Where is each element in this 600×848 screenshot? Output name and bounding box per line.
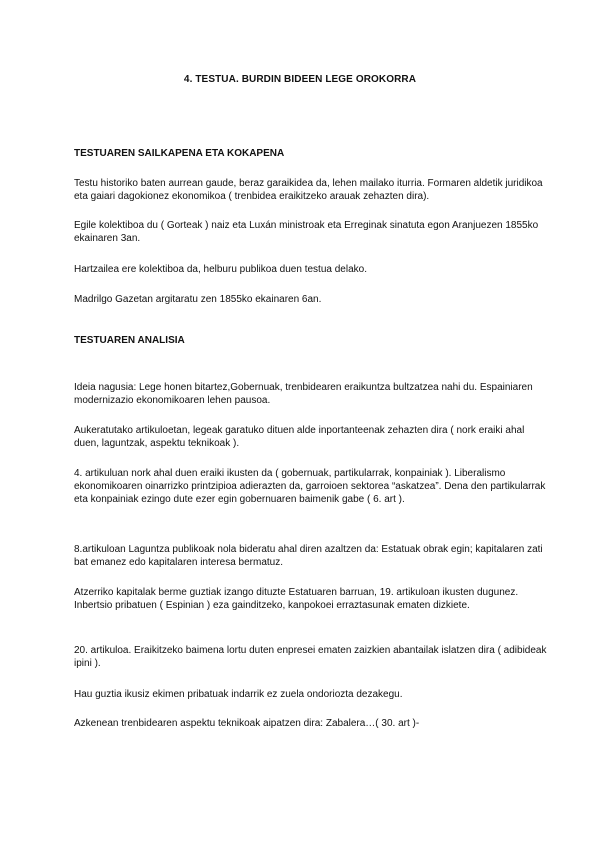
- paragraph: [74, 543, 548, 569]
- paragraph: [74, 717, 548, 730]
- section-heading-classification: TESTUAREN SAILKAPENA ETA KOKAPENA: [74, 148, 285, 159]
- paragraph: [74, 381, 548, 407]
- paragraph-text: Aukeratutako artikuloetan, legeak garatuko dituen alde inportanteenak zehazten dira ( nork eraiki ahal duen, laguntzak, aspektu teknikoak ).: [74, 425, 525, 450]
- paragraph-text: Ideia nagusia: Lege honen bitartez,Gobernuak, trenbidearen eraikuntza bultzatzea nahi du. Espainiaren modernizazio ekonomikoaren lehen pausoa.: [74, 382, 533, 407]
- paragraph-text: Egile kolektiboa du ( Gorteak ) naiz eta Luxán ministroak eta Erreginak sinatuta egon Aranjuezen 1855ko ekainaren 3an.: [74, 220, 539, 245]
- paragraph: [74, 263, 548, 276]
- paragraph-text: Hau guztia ikusiz ekimen pribatuak indarrik ez zuela ondoriozta dezakegu.: [74, 689, 403, 700]
- paragraph: [74, 688, 548, 701]
- paragraph: [74, 424, 548, 450]
- paragraph-text: Madrilgo Gazetan argitaratu zen 1855ko ekainaren 6an.: [74, 294, 322, 305]
- paragraph: [74, 644, 548, 670]
- section-heading-analysis: TESTUAREN ANALISIA: [74, 335, 185, 346]
- paragraph-text: Hartzailea ere kolektiboa da, helburu publikoa duen testua delako.: [74, 264, 367, 275]
- paragraph-text: Testu historiko baten aurrean gaude, beraz garaikidea da, lehen mailako iturria. Formaren aldetik juridikoa eta gaiari dagokionez ekonomikoa ( trenbidea eraikitzeko arauak zehazten dira).: [74, 178, 543, 203]
- paragraph: [74, 467, 548, 507]
- paragraph-text: 8.artikuloan Laguntza publikoak nola bideratu ahal diren azaltzen da: Estatuak obrak egin; kapitalaren zati bat emanez edo kapitalaren interesa bermatuz.: [74, 544, 543, 569]
- page-title: 4. TESTUA. BURDIN BIDEEN LEGE OROKORRA: [183, 74, 417, 85]
- paragraph-text: Atzerriko kapitalak berme guztiak izango dituzte Estatuaren barruan, 19. artikuloan ikusten dugunez. Inbertsio pribatuen ( Espinian ) eza gainditzeko, kanpokoei erraztasunak ematen dizkiete.: [74, 587, 519, 612]
- paragraph-text: Azkenean trenbidearen aspektu teknikoak aipatzen dira: Zabalera…( 30. art )-: [74, 718, 420, 729]
- paragraph-text: 20. artikuloa. Eraikitzeko baimena lortu duten enpresei ematen zaizkien abantailak islatzen dira ( adibideak ipini ).: [74, 645, 547, 670]
- paragraph: [74, 177, 548, 203]
- paragraph: [74, 586, 548, 612]
- paragraph: [74, 219, 548, 245]
- paragraph-text: 4. artikuluan nork ahal duen eraiki ikusten da ( gobernuak, partikularrak, konpainiak ). Liberalismo ekonomikoaren oinarrizko printzipioa adierazten da, garroioen sektorea “askatzea”. Dena den partikularrak eta konpainiak ezingo dute ezer egin gobernuaren baimenik gabe ( 6. art ).: [74, 468, 546, 506]
- paragraph: [74, 293, 548, 306]
